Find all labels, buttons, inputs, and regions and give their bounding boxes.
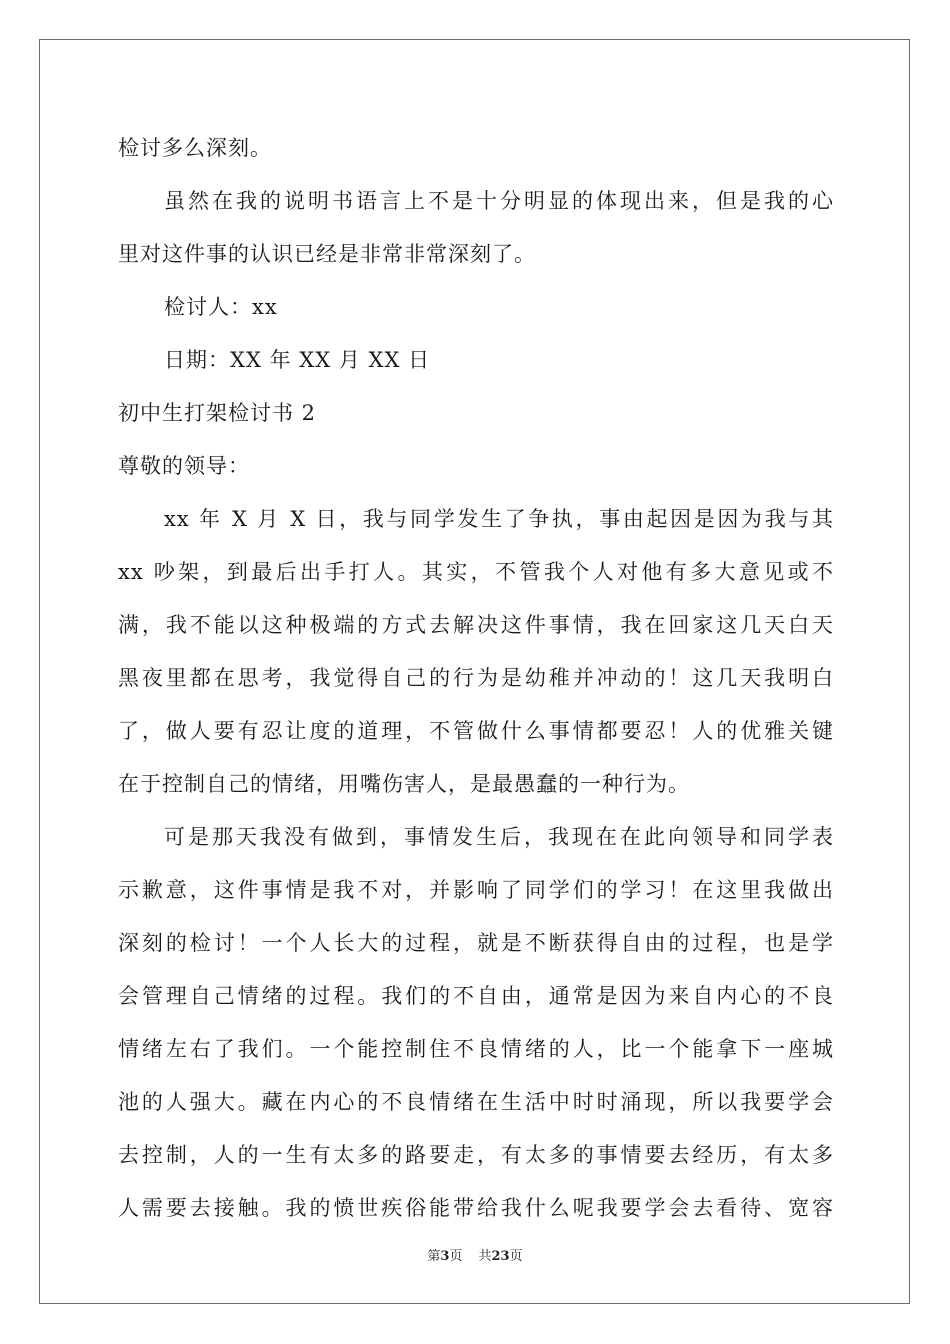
total-suffix: 页 [509,1249,523,1264]
document-body [118,122,834,1235]
text-line: 检讨人：xx [164,295,278,319]
text-line: 尊敬的领导： [118,454,250,478]
page-prefix: 第 [427,1249,441,1264]
text-line: 深刻的检讨！一个人长大的过程，就是不断获得自由的过程，也是学 [118,931,834,955]
text-line: 满，我不能以这种极端的方式去解决这件事情，我在回家这几天白天 [118,613,834,637]
text-line: 里对这件事的认识已经是非常非常深刻了。 [118,242,536,266]
text-line: 了，做人要有忍让度的道理，不管做什么事情都要忍！人的优雅关键 [118,719,834,743]
text-line: 黑夜里都在思考，我觉得自己的行为是幼稚并冲动的！这几天我明白 [118,666,834,690]
text-line: 虽然在我的说明书语言上不是十分明显的体现出来，但是我的心 [164,189,834,213]
text-line: xx 吵架，到最后出手打人。其实，不管我个人对他有多大意见或不 [118,560,834,584]
text-line: 日期：XX 年 XX 月 XX 日 [164,348,431,372]
text-line: 会管理自己情绪的过程。我们的不自由，通常是因为来自内心的不良 [118,984,834,1008]
text-line: 人需要去接触。我的愤世疾俗能带给我什么呢我要学会去看待、宽容 [118,1196,834,1220]
text-line: 池的人强大。藏在内心的不良情绪在生活中时时涌现，所以我要学会 [118,1090,834,1114]
text-line: 初中生打架检讨书 2 [118,401,317,425]
text-line: 情绪左右了我们。一个能控制住不良情绪的人，比一个能拿下一座城 [118,1037,834,1061]
text-line: 去控制，人的一生有太多的路要走，有太多的事情要去经历，有太多 [118,1143,834,1167]
text-line: 检讨多么深刻。 [118,136,272,160]
text-line: xx 年 X 月 X 日，我与同学发生了争执，事由起因是因为我与其 [164,507,834,531]
page-footer [0,1245,950,1264]
text-line: 示歉意，这件事情是我不对，并影响了同学们的学习！在这里我做出 [118,878,834,902]
page-number: 3 [440,1249,450,1264]
total-prefix: 共 [478,1249,492,1264]
total-pages: 23 [491,1249,510,1264]
text-line: 可是那天我没有做到，事情发生后，我现在在此向领导和同学表 [164,825,834,849]
text-line: 在于控制自己的情绪，用嘴伤害人，是最愚蠢的一种行为。 [118,772,690,796]
page-suffix: 页 [449,1249,463,1264]
